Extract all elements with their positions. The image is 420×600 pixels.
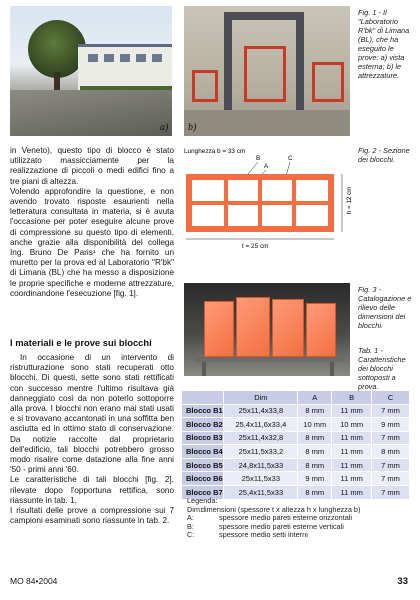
fig2-label-c: C (288, 155, 293, 162)
table-row (182, 418, 410, 432)
table-cell: 7 mm (372, 458, 410, 472)
legend-key: A: (187, 513, 194, 523)
fig2-label-a: A (264, 163, 269, 170)
table-cell: 25x11,4x33,8 (224, 404, 298, 418)
fig2-thickness-label: t = 25 cm (242, 243, 269, 250)
table-cell: 11 mm (332, 404, 372, 418)
blocks-characteristics-table (182, 391, 410, 499)
table-cell: 25,4x11,5x33 (224, 486, 298, 500)
table-cell: Blocco B4 (182, 445, 224, 459)
legend-text: spessore medio pareti esterne orizzontali (219, 513, 353, 523)
legend-key: C: (187, 530, 195, 540)
table-header-cell: A (298, 391, 332, 404)
journal-issue: MO 84•2004 (10, 576, 58, 586)
paragraph-1: in Veneto), questo tipo di blocco è stato utilizzato massicciamente per la realizzazione di piccoli o medi edifici fino a tre piani di altezza. (10, 146, 174, 186)
table-cell: 8 mm (298, 458, 332, 472)
section-heading: I materiali e le prove sui blocchi (10, 337, 152, 348)
paragraph-3: In occasione di un intervento di ristrutturazione sono stati recuperati otto blocchi. Di questi, sette sono stati rettificati con successo mentre l'ultimo risultava già danneggiato così da non poterlo sottoporre alla prova. I blocchi non erano mai stati usati e si trovavano accantonati in una soffitta ben asciutta ed in ottimo stato di conservazione. Da notizie raccolte dal proprietario dell'edificio, tali blocchi potrebbero grosso modo risalire come datazione alla fine anni '50 - primi anni '60. (10, 353, 174, 475)
paragraph-4: Le caratteristiche di tali blocchi [fig. 2], rilevate dopo l'opportuna rettifica, sono riassunte in tab. 1. (10, 475, 174, 505)
legend-text: dimensioni (spessore t x altezza h x lunghezza b) (201, 504, 361, 514)
caption-tab1: Tab. 1 - Caratteristiche dei blocchi sottoposti a prova. (358, 346, 406, 391)
table-row (182, 431, 410, 445)
table-cell: 8 mm (298, 445, 332, 459)
photo-a-label: a) (160, 122, 169, 133)
table-cell: Blocco B2 (182, 418, 224, 432)
table-cell: 25,4x11,6x33,4 (224, 418, 298, 432)
table-cell: 25x11,4x32,8 (224, 431, 298, 445)
body-text-bottom (10, 353, 174, 526)
table-cell: 11 mm (332, 458, 372, 472)
figure-block-section (182, 144, 356, 250)
paragraph-5: I risultati delle prove a compressione sui 7 campioni esaminati sono riassunte in tab. 2. (10, 506, 174, 526)
table-cell: 9 mm (298, 472, 332, 486)
table-row (182, 458, 410, 472)
paragraph-2: Volendo approfondire la questione, e non avendo trovato risposte esaurienti nella letteratura consultata in materia, si è avuta l'occasione per poter eseguire alcune prove di compressione su questo tipo di elementi, anche grazie alla disponibilità del collega Ing. Bruno De Paris¹ che ha fornito un muretto per la prova ed al Laboratorio "R'bk" di Limana (BL) che ha messo a disposizione le proprie specifiche e moderne attrezzature, coordinandone l'esecuzione [fig. 1]. (10, 186, 174, 298)
table-cell: 9 mm (372, 418, 410, 432)
table-cell: 8 mm (298, 431, 332, 445)
fig2-length-label: Lunghezza b = 33 cm (184, 148, 246, 155)
table-cell: Blocco B1 (182, 404, 224, 418)
table-cell: 7 mm (372, 404, 410, 418)
table-row (182, 472, 410, 486)
table-cell: 8 mm (372, 445, 410, 459)
photo-blocks-catalogue (184, 283, 350, 376)
fig2-label-b: B (256, 155, 261, 162)
table-cell: 7 mm (372, 486, 410, 500)
table-cell: 10 mm (298, 418, 332, 432)
table-cell: 25x11,5x33,2 (224, 445, 298, 459)
table-header-cell: C (372, 391, 410, 404)
page-number: 33 (397, 576, 408, 587)
photo-b-label: b) (188, 122, 197, 133)
photo-building-exterior (10, 6, 172, 136)
legend-title: Legenda: (187, 496, 218, 505)
legend-key: Dim: (187, 504, 202, 514)
table-cell: 8 mm (298, 486, 332, 500)
table-cell: 24,8x11,5x33 (224, 458, 298, 472)
table-cell: 11 mm (332, 445, 372, 459)
table-cell: 10 mm (332, 418, 372, 432)
table-cell: Blocco B3 (182, 431, 224, 445)
caption-fig1: Fig. 1 - Il "Laboratorio R'bk" di Limana (BL), che ha eseguito le prove: a) vista esterna; b) le attrezzature. (358, 8, 410, 80)
table-legend (187, 497, 401, 540)
legend-text: spessore medio setti interni (219, 530, 308, 540)
table-header-cell (182, 391, 224, 404)
table-header-cell: B (332, 391, 372, 404)
fig2-height-label: h = 12 cm (346, 186, 353, 214)
photo-lab-equipment (184, 6, 350, 136)
legend-key: B: (187, 521, 194, 531)
table-cell: 7 mm (372, 472, 410, 486)
table-cell: 11 mm (332, 472, 372, 486)
table-cell: Blocco B6 (182, 472, 224, 486)
table-row (182, 404, 410, 418)
table-cell: 8 mm (298, 404, 332, 418)
table-cell: Blocco B7 (182, 486, 224, 500)
table-header-row (182, 391, 410, 404)
table-cell: Blocco B5 (182, 458, 224, 472)
body-text-top (10, 146, 174, 299)
table-header-cell: Dim (224, 391, 298, 404)
table-cell: 7 mm (372, 431, 410, 445)
legend-item (187, 531, 401, 540)
table-row (182, 445, 410, 459)
table-cell: 11 mm (332, 431, 372, 445)
caption-fig3: Fig. 3 - Catalogazione e rilievo delle dimensioni dei blocchi. (358, 285, 412, 330)
table-cell: 11 mm (332, 486, 372, 500)
caption-fig2: Fig. 2 - Sezione dei blocchi. (358, 146, 410, 164)
legend-text: spessore medio pareti esterne verticali (219, 521, 344, 531)
table-cell: 25x11,5x33 (224, 472, 298, 486)
